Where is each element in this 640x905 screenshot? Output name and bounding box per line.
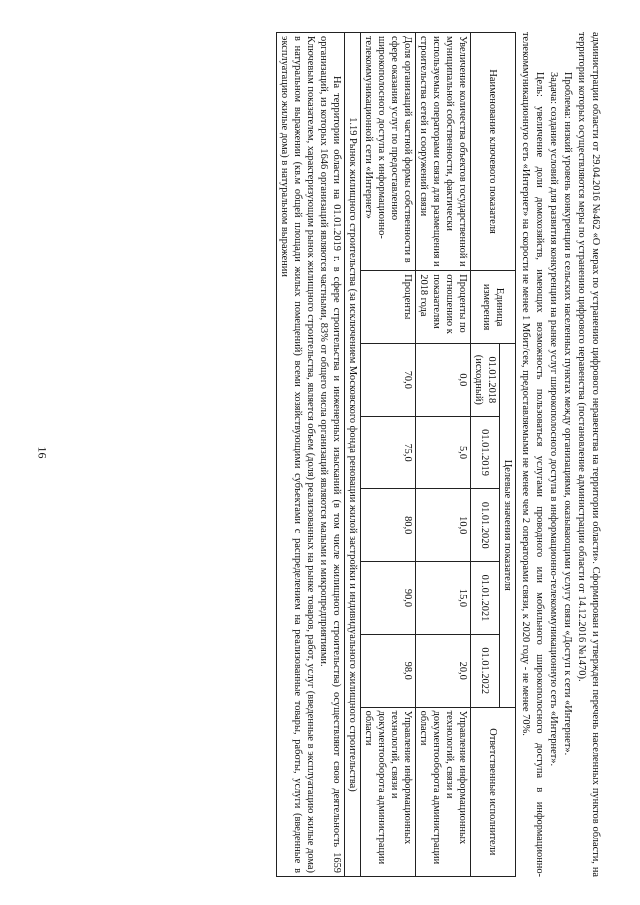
responsible-executor: Управление информационных технологий, связи и документооборота администрации области (361, 707, 416, 876)
target-value: 80,0 (361, 489, 416, 562)
header-name: Наименование ключевого показателя (471, 33, 516, 271)
indicator-unit: Проценты (361, 271, 416, 344)
header-year: 01.01.2019 (471, 416, 500, 489)
indicator-name: Доля организаций частной формы собственности в сфере оказания услуг по предоставлению широкополосного доступа к информационно-телекоммуникационной сети «Интернет» (361, 33, 416, 271)
table-row (361, 33, 416, 877)
paragraph: администрации области от 29.04.2016 №462 «О мерах по устранению цифрового неравенства на территории области». Сформирован и утвержден перечень населенных пунктов области, на территории которых осуществляются меры по устранению цифрового неравенства (постановление администрации области от 14.12.2016 №1470). (576, 32, 601, 877)
target-value: 75,0 (361, 416, 416, 489)
responsible-executor: Управление информационных технологий, связи и документооборота администрации области (416, 707, 471, 876)
target-value: 0,0 (416, 343, 471, 416)
header-year: 01.01.2018 (исходный) (471, 343, 500, 416)
indicators-table (276, 32, 516, 877)
header-responsible: Ответственные исполнители (471, 707, 516, 876)
section-body (277, 33, 345, 877)
header-targets: Целевые значения показателя (500, 343, 516, 707)
paragraph: Проблема: низкий уровень конкуренции в сельских населенных пунктах между организациями, оказывающими услугу связи «Доступ к сети «Интернет». (562, 72, 573, 756)
target-value: 90,0 (361, 562, 416, 635)
target-value: 15,0 (416, 562, 471, 635)
page-number: 16 (35, 446, 50, 459)
header-year: 01.01.2020 (471, 489, 500, 562)
target-value: 98,0 (361, 634, 416, 707)
indicator-name: Увеличение количества объектов государственной и муниципальной собственности, фактически используемых операторами связи для размещения и строительства сетей и сооружений связи (416, 33, 471, 271)
paragraph: Ключевым показателем, характеризующим рынок жилищного строительства, является объем (доля) реализованных на рынке товаров, работ, услуг (введенные в эксплуатацию жилые дома) в натуральном выражении (кв.м общей площади жилых помещений) всеми хозяйствующими субъектами с распределением на реализованные товары, работы, услуги (введенные в эксплуатацию жилые дома) в натуральном выражении (279, 36, 316, 873)
target-value: 5,0 (416, 416, 471, 489)
document-sheet (37, 32, 602, 877)
target-value: 70,0 (361, 343, 416, 416)
indicator-unit: Проценты по отношению к показателям 2018 года (416, 271, 471, 344)
paragraph: Цель: увеличение доли домохозяйств, имеющих возможность пользоваться услугами проводного или мобильного широкополосного доступа в информационно-телекоммуникационную сеть «Интернет» на скорости не менее 1 Мбит/сек, предоставляемыми не менее чем 2 операторами связи, к 2020 году - не менее 70%. (520, 32, 545, 877)
section-title: 1.19 Рынок жилищного строительства (за исключением Московского фонда реновации жилой застройки и индивидуального жилищного строительства) (345, 33, 361, 877)
header-year: 01.01.2021 (471, 562, 500, 635)
paragraph: На территории области на 01.01.2019 г. в сфере строительства и инженерных изысканий (в том числе жилищного строительства) осуществляют свою деятельность 1659 организаций, из которых 1646 организаций являются частными, 83% от общего числа организаций являются малыми и микропредприятиями. (318, 36, 342, 873)
header-year: 01.01.2022 (471, 634, 500, 707)
target-value: 10,0 (416, 489, 471, 562)
header-unit: Единица измерения (471, 271, 516, 344)
table-row (416, 33, 471, 877)
target-value: 20,0 (416, 634, 471, 707)
paragraph: Задача: создание условий для развития конкуренции на рынке услуг широкополосного доступа в информационно-телекоммуникационную сеть «Интернет». (548, 72, 559, 767)
